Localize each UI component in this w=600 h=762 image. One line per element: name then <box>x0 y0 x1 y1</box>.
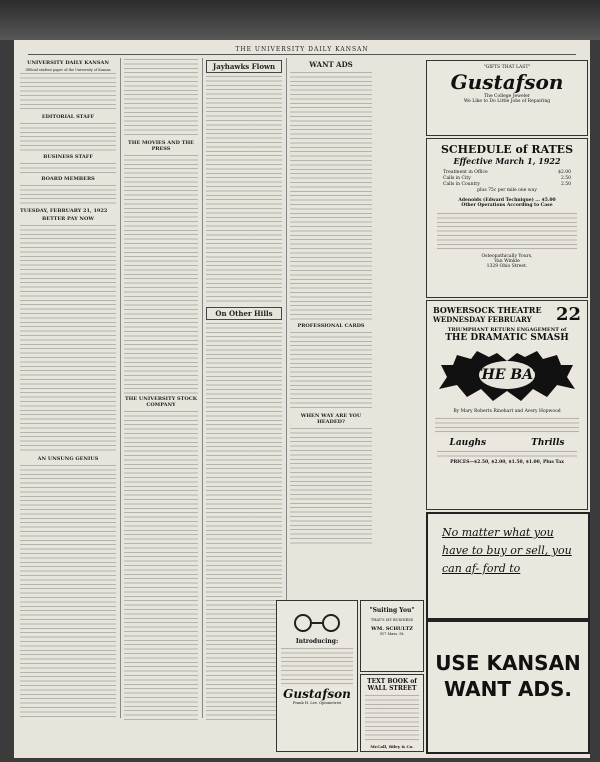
filler-text <box>206 322 282 720</box>
newspaper-page <box>14 40 590 758</box>
filler-text <box>435 417 579 435</box>
paper-subtitle: Official student paper of the University of Kansas <box>25 68 111 72</box>
section-heading: WHEN WAY ARE YOU HEADED? <box>300 413 362 425</box>
rate-label: Calls in Country <box>443 182 480 187</box>
ad-title: "Suiting You" <box>369 607 415 614</box>
ad-suiting-you <box>360 600 424 672</box>
rate-adenoids: Adenoids (Edward Technique) ... $5.00 <box>458 198 556 203</box>
rate-value: 2.50 <box>560 182 571 187</box>
theatre-tagline: TRIUMPHANT RETURN ENGAGEMENT of <box>447 327 567 333</box>
theatre-header <box>427 301 587 325</box>
ad-line: Frank H. Lee, Optometrist <box>292 701 342 705</box>
filler-text <box>20 224 116 454</box>
column-2 <box>124 58 198 720</box>
ad-line: THAT'S MY BUSINESS <box>370 618 414 622</box>
theatre-date: 22 <box>555 304 581 325</box>
ad-gustafson-optometrist <box>276 600 358 752</box>
ad-line: We Like to Do Little Jobs of Repairing <box>463 99 551 104</box>
ad-text-book <box>360 674 424 752</box>
column-rule <box>202 58 203 718</box>
ad-line: The College Jeweler <box>484 94 530 99</box>
ad-footer: McCall, Riley & Co. <box>370 744 414 749</box>
article-heading: On Other Hills <box>206 307 282 320</box>
column-4 <box>290 58 372 548</box>
scan-top-edge <box>0 0 600 40</box>
paper-name: UNIVERSITY DAILY KANSAN <box>27 60 109 66</box>
section-editorial-staff: EDITORIAL STAFF <box>41 114 95 121</box>
editorial-heading: BETTER PAY NOW <box>42 216 94 223</box>
thrills-label: Thrills <box>531 438 565 448</box>
filler-text <box>20 122 116 152</box>
ad-text: USE KANSAN WANT ADS. <box>435 651 581 701</box>
show-authors: By Mary Roberts Rinehart and Avery Hopwood <box>453 409 561 414</box>
laughs-label: Laughs <box>449 438 487 448</box>
article-heading: THE UNIVERSITY STOCK COMPANY <box>124 396 198 408</box>
rate-note: plus 75c per mile one way <box>477 188 537 193</box>
dateline: TUESDAY, FEBRUARY 21, 1922 <box>20 208 108 215</box>
filler-text <box>437 450 577 458</box>
bat-illustration <box>437 347 577 407</box>
section-board-members: BOARD MEMBERS <box>41 176 95 183</box>
ad-use-kansan <box>426 620 590 754</box>
ad-tagline: "GIFTS THAT LAST" <box>483 65 531 70</box>
article-heading: THE MOVIES AND THE PRESS <box>128 140 194 152</box>
ad-no-matter <box>426 512 590 620</box>
filler-text <box>290 71 372 321</box>
editorial-heading: AN UNSUNG GENIUS <box>37 456 99 463</box>
filler-text <box>281 647 353 687</box>
ad-schedule-of-rates <box>426 138 588 298</box>
ad-gustafson-jeweler <box>426 60 588 136</box>
filler-text <box>124 58 198 138</box>
ad-address: 1329 Ohio Street. <box>486 264 528 269</box>
theatre-name: BOWERSOCK THEATRE <box>433 305 542 315</box>
column-rule <box>120 58 121 718</box>
theatre-day: WEDNESDAY FEBRUARY <box>433 315 532 324</box>
rate-value: $2.00 <box>558 170 571 175</box>
rate-other: Other Operations According to Case <box>461 203 553 208</box>
column-3 <box>206 58 282 720</box>
ad-text: No matter what you have to buy or sell, you can af- ford to <box>442 526 572 575</box>
ad-signoff: Osteopathically Yours, <box>481 254 533 259</box>
ad-title: Introducing: <box>295 638 339 645</box>
show-prices: PRICES—$2.50, $2.00, $1.50, $1.00, Plus Tax <box>450 460 564 465</box>
show-title: THE BAT <box>471 367 543 383</box>
ad-address: 917 Mass. St. <box>379 632 405 636</box>
filler-text <box>290 427 372 547</box>
masthead-rule <box>28 54 576 55</box>
filler-text <box>20 464 116 720</box>
filler-text <box>20 162 116 174</box>
ad-brand: Gustafson <box>450 70 564 94</box>
ad-title: SCHEDULE of RATES <box>440 143 574 156</box>
ad-title: TEXT BOOK of WALL STREET <box>367 678 417 692</box>
ad-name: WM. SCHULTZ <box>371 626 413 632</box>
rate-label: Treatment in Office <box>443 170 488 175</box>
laughs-thrills <box>427 438 587 448</box>
eyeglasses-icon <box>290 613 344 633</box>
filler-text <box>20 184 116 206</box>
section-heading: PROFESSIONAL CARDS <box>297 323 365 329</box>
filler-text <box>290 331 372 411</box>
column-left <box>20 58 116 720</box>
theatre-show-type: THE DRAMATIC SMASH <box>445 333 569 343</box>
ad-bowersock-theatre <box>426 300 588 510</box>
article-heading: Jayhawks Flown <box>206 60 282 73</box>
masthead: THE UNIVERSITY DAILY KANSAN <box>235 46 369 53</box>
filler-text <box>437 212 577 250</box>
filler-text <box>124 410 198 720</box>
section-business-staff: BUSINESS STAFF <box>43 154 93 161</box>
filler-text <box>206 75 282 305</box>
ad-signer: Van Winkle <box>494 259 520 264</box>
filler-text <box>20 72 116 112</box>
ad-brand: Gustafson <box>283 687 351 701</box>
filler-text <box>124 154 198 394</box>
filler-text <box>365 694 419 742</box>
section-heading: WANT ADS <box>309 60 353 69</box>
ad-subtitle: Effective March 1, 1922 <box>453 156 561 166</box>
rate-value: 2.50 <box>560 176 571 181</box>
rates-table <box>443 170 571 194</box>
rate-label: Calls in City <box>443 176 471 181</box>
